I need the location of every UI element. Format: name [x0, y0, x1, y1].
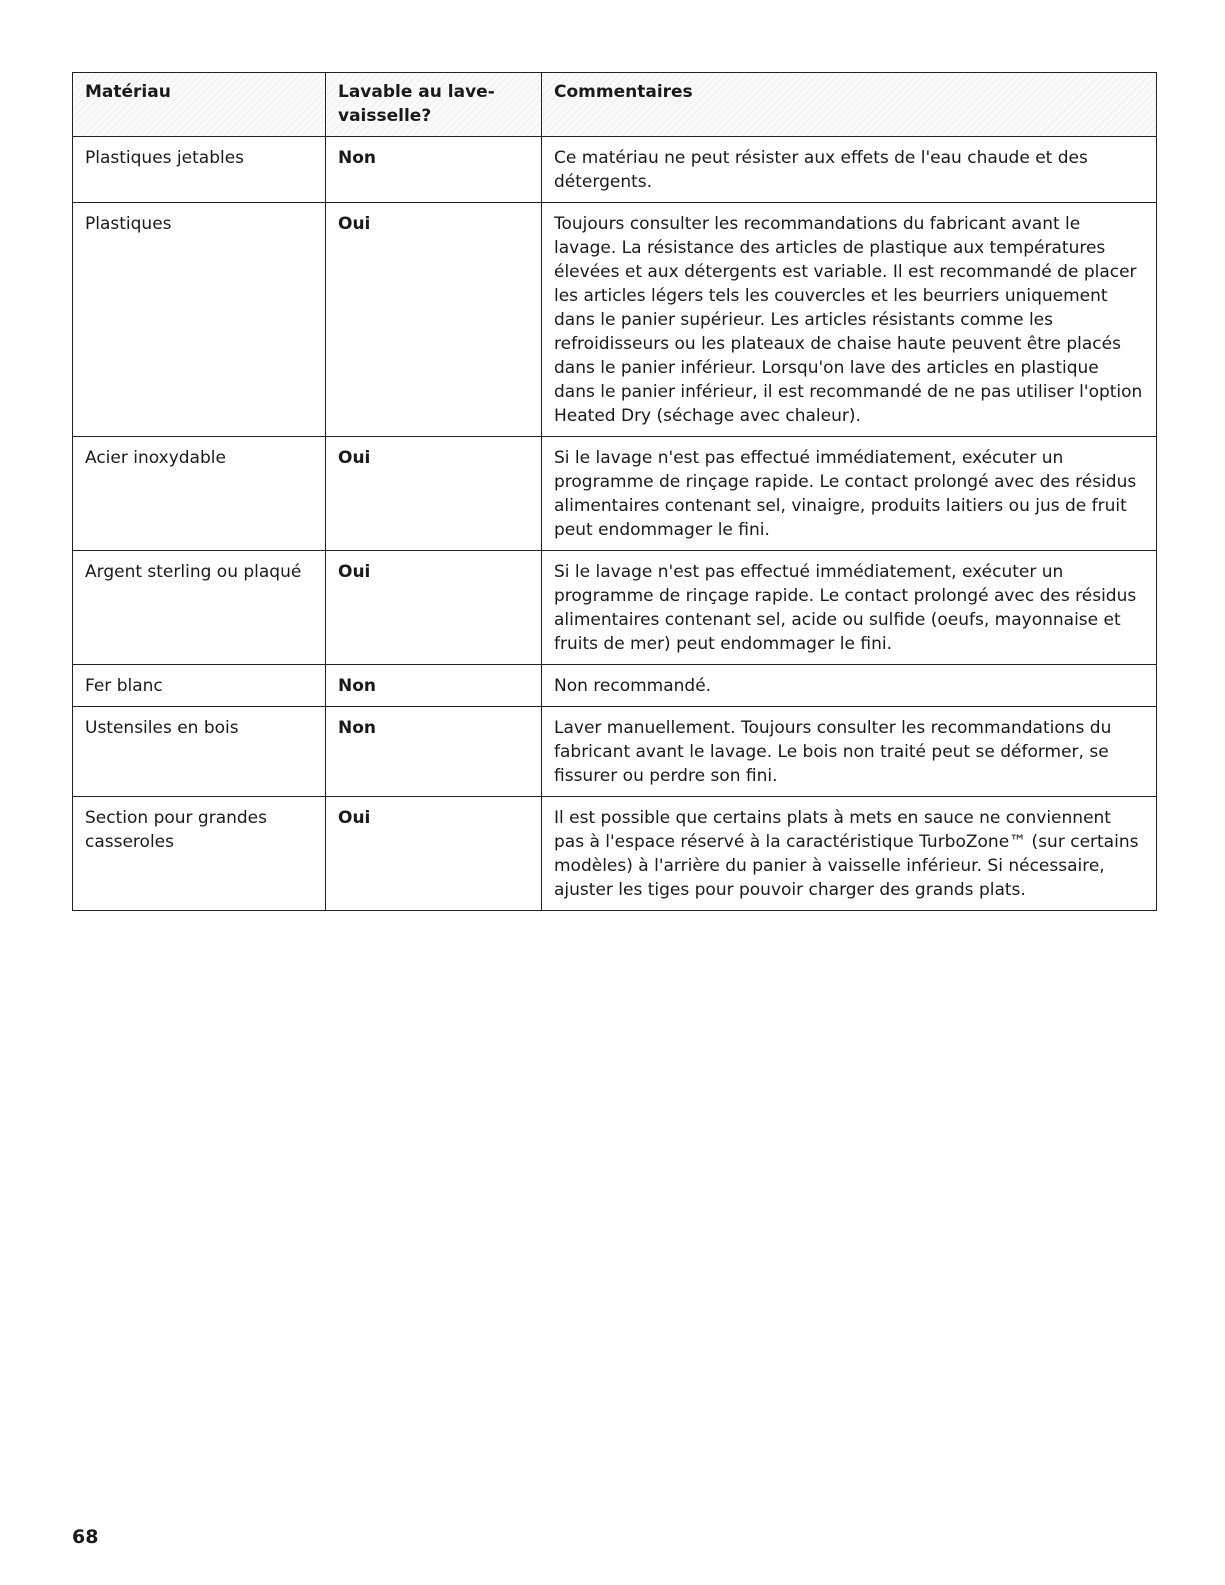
comments-cell: Si le lavage n'est pas effectué immédiatement, exécuter un programme de rinçage rapide. Le contact prolongé avec des résidus alimentaires contenant sel, acide ou sulfide (oeufs, mayonnaise et fruits de mer) peut endommager le fini. — [542, 551, 1157, 665]
header-comments: Commentaires — [542, 73, 1157, 137]
table-row — [73, 551, 1157, 665]
header-row — [73, 73, 1157, 137]
page-number: 68 — [72, 1526, 99, 1548]
dishwasher-safe-cell: Oui — [326, 797, 542, 911]
table-row — [73, 665, 1157, 707]
material-cell: Plastiques jetables — [73, 137, 326, 203]
table-header — [73, 73, 1157, 137]
dishwasher-safe-cell: Non — [326, 665, 542, 707]
dishwasher-safe-cell: Oui — [326, 551, 542, 665]
dishwasher-safe-cell: Oui — [326, 203, 542, 437]
comments-cell: Non recommandé. — [542, 665, 1157, 707]
material-cell: Ustensiles en bois — [73, 707, 326, 797]
comments-cell: Il est possible que certains plats à mets en sauce ne conviennent pas à l'espace réservé à la caractéristique TurboZone™ (sur certains modèles) à l'arrière du panier à vaisselle inférieur. Si nécessaire, ajuster les tiges pour pouvoir charger des grands plats. — [542, 797, 1157, 911]
material-cell: Acier inoxydable — [73, 437, 326, 551]
comments-cell: Si le lavage n'est pas effectué immédiatement, exécuter un programme de rinçage rapide. Le contact prolongé avec des résidus alimentaires contenant sel, vinaigre, produits laitiers ou jus de fruit peut endommager le fini. — [542, 437, 1157, 551]
dishwasher-safe-cell: Non — [326, 707, 542, 797]
materials-table — [72, 72, 1157, 911]
material-cell: Fer blanc — [73, 665, 326, 707]
table-row — [73, 137, 1157, 203]
table-body — [73, 137, 1157, 911]
material-cell: Argent sterling ou plaqué — [73, 551, 326, 665]
table-row — [73, 707, 1157, 797]
table-row — [73, 437, 1157, 551]
dishwasher-safe-cell: Non — [326, 137, 542, 203]
comments-cell: Ce matériau ne peut résister aux effets de l'eau chaude et des détergents. — [542, 137, 1157, 203]
header-dishwasher-safe: Lavable au lave-vaisselle? — [326, 73, 542, 137]
table-row — [73, 203, 1157, 437]
dishwasher-safe-cell: Oui — [326, 437, 542, 551]
material-cell: Section pour grandes casseroles — [73, 797, 326, 911]
comments-cell: Toujours consulter les recommandations du fabricant avant le lavage. La résistance des articles de plastique aux températures élevées et aux détergents est variable. Il est recommandé de placer les articles légers tels les couvercles et les beurriers uniquement dans le panier supérieur. Les articles résistants comme les refroidisseurs ou les plateaux de chaise haute peuvent être placés dans le panier inférieur. Lorsqu'on lave des articles en plastique dans le panier inférieur, il est recommandé de ne pas utiliser l'option Heated Dry (séchage avec chaleur). — [542, 203, 1157, 437]
material-cell: Plastiques — [73, 203, 326, 437]
header-material: Matériau — [73, 73, 326, 137]
table-row — [73, 797, 1157, 911]
comments-cell: Laver manuellement. Toujours consulter les recommandations du fabricant avant le lavage. Le bois non traité peut se déformer, se fissurer ou perdre son fini. — [542, 707, 1157, 797]
